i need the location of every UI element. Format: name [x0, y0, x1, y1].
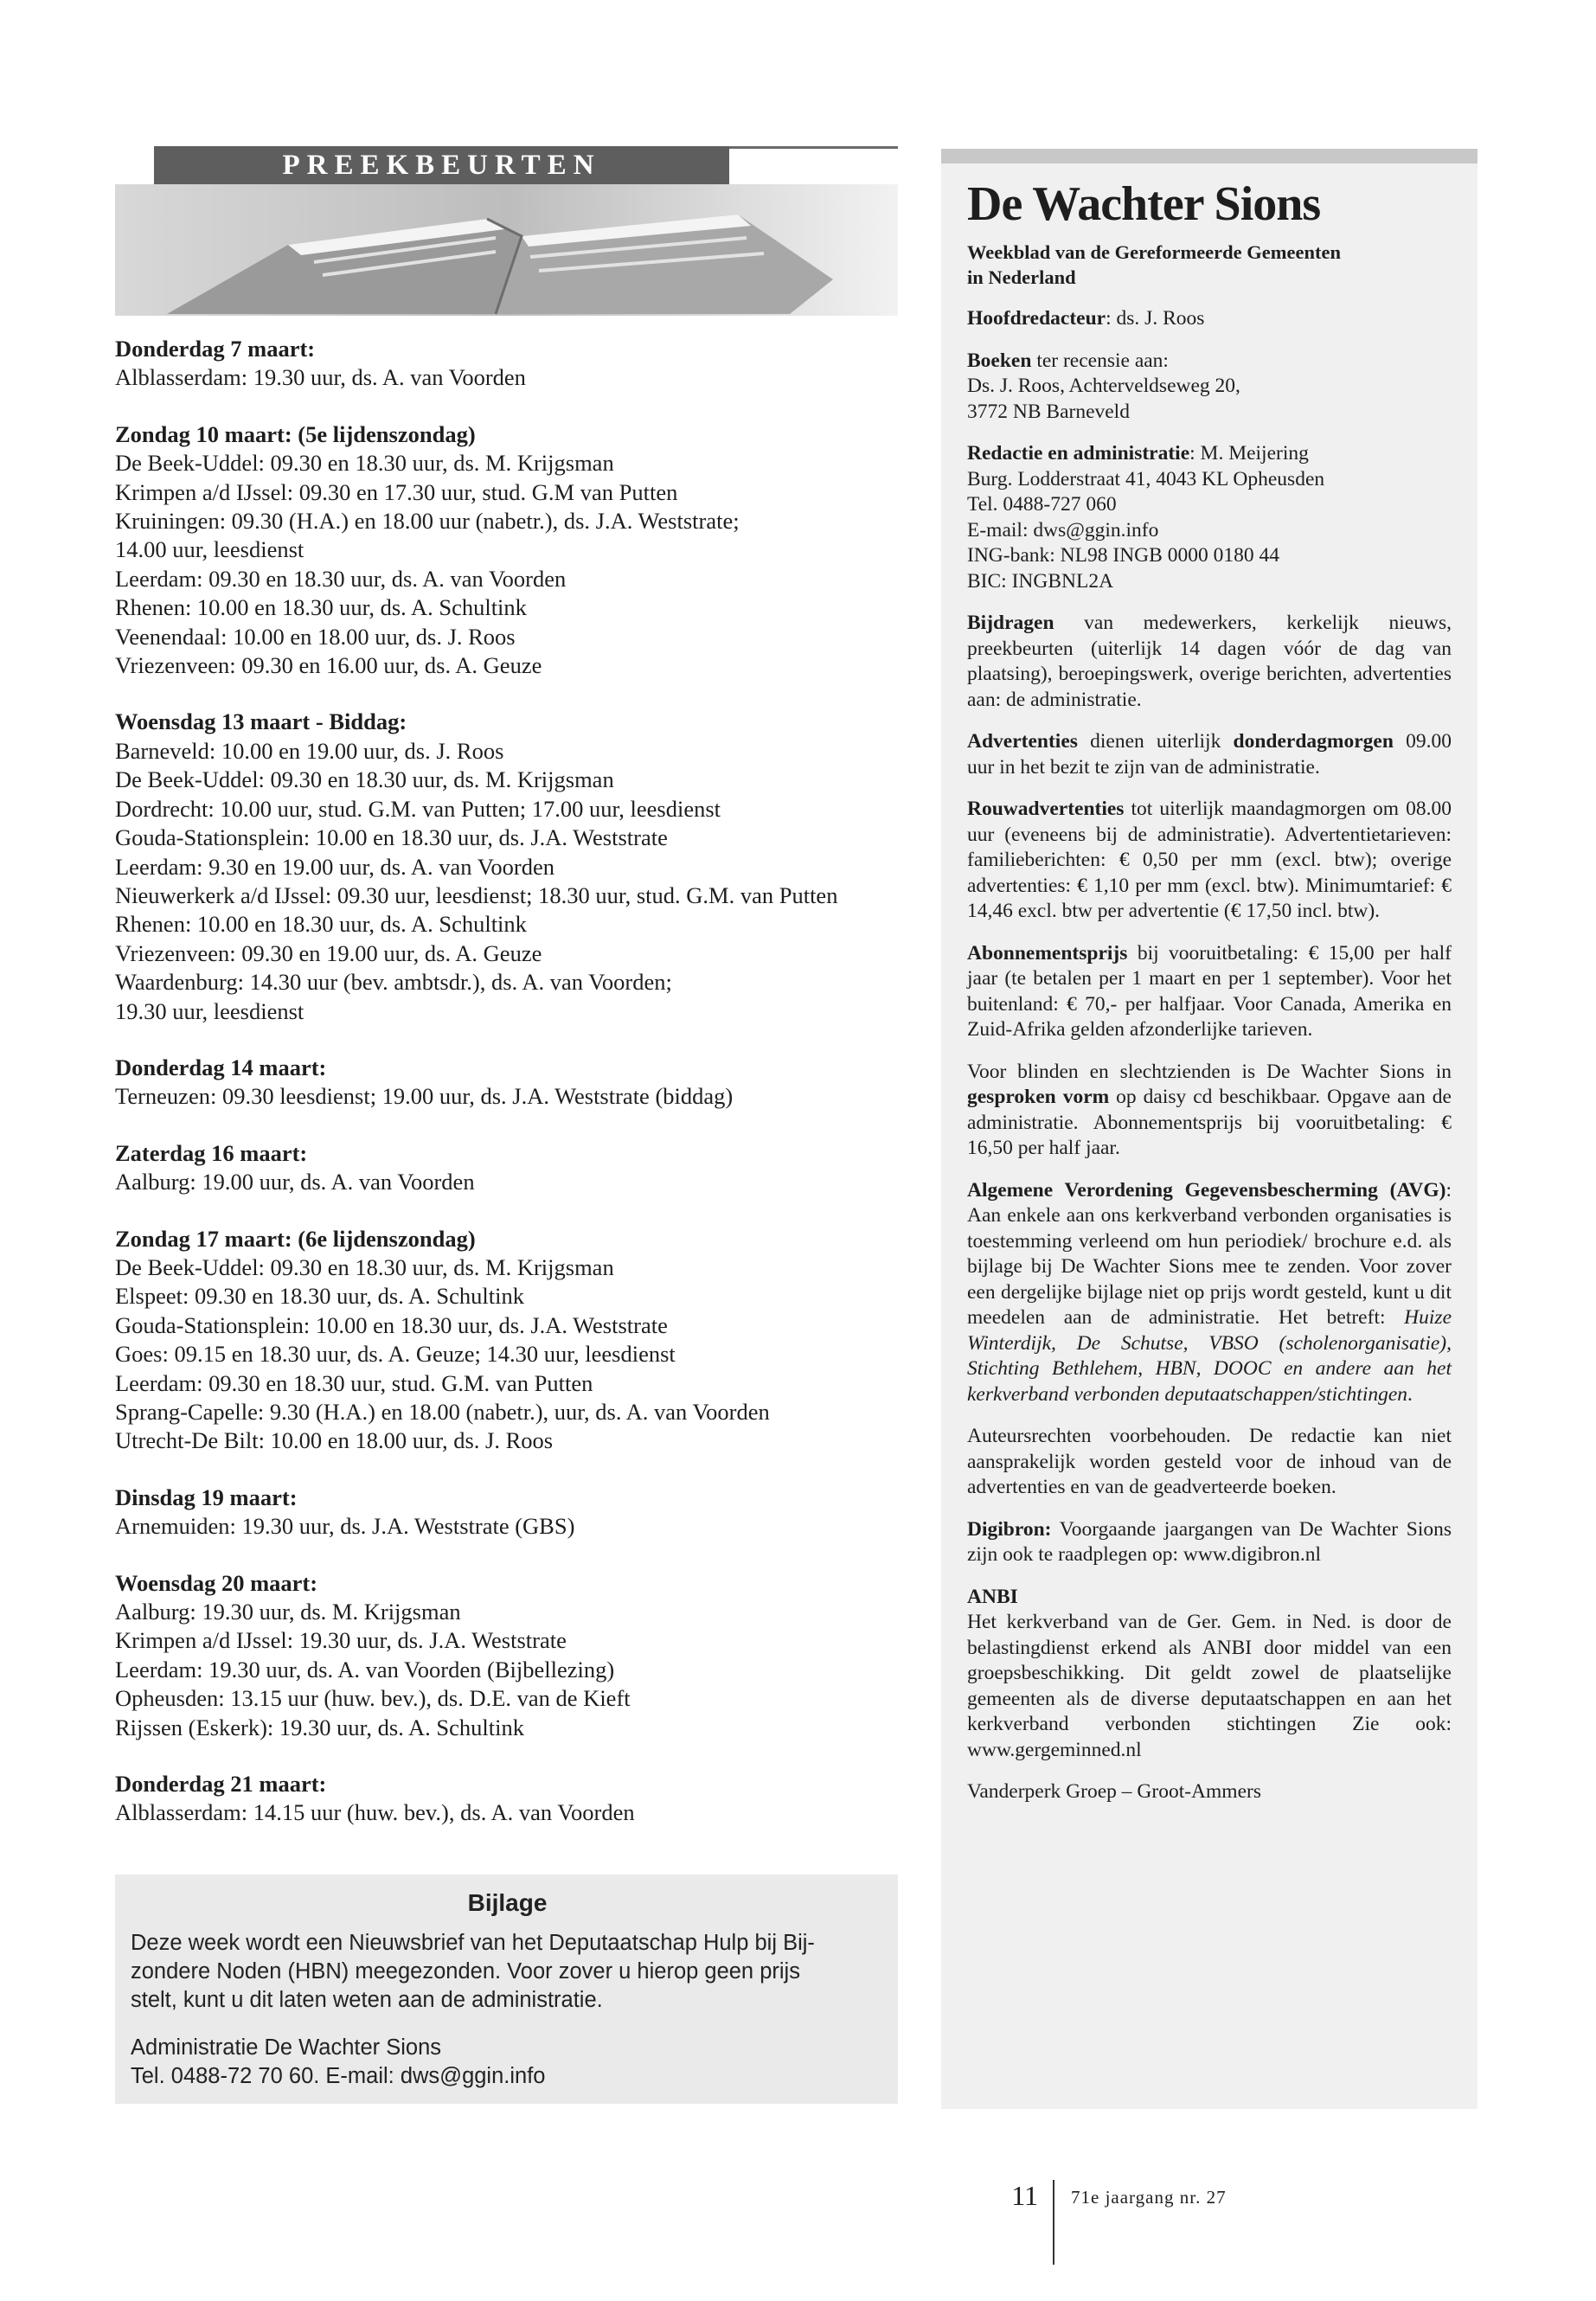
- section-title: PREEKBEURTEN: [154, 146, 729, 184]
- service-line: Utrecht-De Bilt: 10.00 en 18.00 uur, ds. J. Roos: [115, 1427, 554, 1454]
- service-line: Aalburg: 19.30 uur, ds. M. Krijgsman: [115, 1599, 461, 1625]
- service-line: Vriezenveen: 09.30 en 19.00 uur, ds. A. Geuze: [115, 939, 542, 966]
- schedule-day: [115, 420, 898, 681]
- day-heading: Donderdag 21 maart:: [115, 1771, 327, 1798]
- rouwadvertenties: Rouwadvertenties tot uiterlijk maandagmorgen om 08.00 uur (eveneens bij de administratie). Advertentietarieven: familieberichten: € 0,50 per mm (excl. btw); overige advertenties: € 1,10 per mm (excl. btw). Minimumtarief: € 14,46 excl. btw per advertentie (€ 17,50 incl. btw).: [967, 798, 1452, 922]
- publication-title: De Wachter Sions: [967, 177, 1321, 231]
- service-line: Elspeet: 09.30 en 18.30 uur, ds. A. Schultink: [115, 1283, 524, 1310]
- anbi: ANBI Het kerkverband van de Ger. Gem. in Ned. is door de belastingdienst erkend als ANBI door middel van een groepsbeschikking. Dit geldt zowel de plaatselijke gemeenten als de diverse deputaatschappen en aan het kerkverband verbonden stichtingen Zie ook: www.gergeminned.nl: [967, 1585, 1452, 1761]
- service-line: Nieuwerkerk a/d IJssel: 09.30 uur, leesdienst; 18.30 uur, stud. G.M. van Putten: [115, 881, 838, 908]
- bijdragen: Bijdragen van medewerkers, kerkelijk nieuws, preekbeurten (uiterlijk 14 dagen vóór de dag van plaatsing), beroepingswerk, overige berichten, advertenties aan: de administratie.: [967, 612, 1452, 711]
- service-line: Goes: 09.15 en 18.30 uur, ds. A. Geuze; 14.30 uur, leesdienst: [115, 1341, 676, 1368]
- schedule-day: [115, 708, 898, 1025]
- day-heading: Zondag 17 maart: (6e lijdenszondag): [115, 1225, 476, 1252]
- service-line: Gouda-Stationsplein: 10.00 en 18.30 uur, ds. J.A. Weststrate: [115, 824, 668, 851]
- schedule-day: [115, 1054, 898, 1112]
- colophon-column: [941, 149, 1477, 2109]
- service-line: Krimpen a/d IJssel: 09.30 en 17.30 uur, stud. G.M van Putten: [115, 478, 678, 505]
- open-book-illustration: [115, 184, 898, 316]
- service-line: Aalburg: 19.00 uur, ds. A. van Voorden: [115, 1169, 475, 1195]
- footer-rule: [1053, 2180, 1054, 2265]
- service-line: Gouda-Stationsplein: 10.00 en 18.30 uur, ds. J.A. Weststrate: [115, 1311, 668, 1338]
- bijlage-line: Deze week wordt een Nieuwsbrief van het Deputaatschap Hulp bij Bij-: [131, 1931, 815, 1955]
- schedule-day: [115, 1770, 898, 1828]
- service-line: Sprang-Capelle: 9.30 (H.A.) en 18.00 (nabetr.), uur, ds. A. van Voorden: [115, 1399, 770, 1425]
- schedule-list: [115, 335, 898, 1828]
- day-heading: Zondag 10 maart: (5e lijdenszondag): [115, 420, 476, 447]
- service-line: Leerdam: 9.30 en 19.00 uur, ds. A. van Voorden: [115, 853, 555, 880]
- page-number: 11: [1011, 2180, 1038, 2211]
- service-line: Opheusden: 13.15 uur (huw. bev.), ds. D.E. van de Kieft: [115, 1685, 631, 1712]
- auteursrechten: Auteursrechten voorbehouden. De redactie kan niet aansprakelijk worden gesteld voor de inhoud van de advertenties en van de geadverteerde boeken.: [967, 1425, 1452, 1498]
- day-heading: Donderdag 14 maart:: [115, 1054, 327, 1080]
- day-heading: Woensdag 20 maart:: [115, 1569, 318, 1596]
- service-line: Krimpen a/d IJssel: 19.30 uur, ds. J.A. Weststrate: [115, 1627, 567, 1654]
- service-line: Waardenburg: 14.30 uur (bev. ambtsdr.), ds. A. van Voorden;: [115, 969, 672, 996]
- schedule-day: [115, 1139, 898, 1197]
- bijlage-box: [115, 1875, 898, 2104]
- bijlage-signature: Administratie De Wachter Sions: [131, 2035, 442, 2060]
- schedule-day: [115, 1569, 898, 1742]
- bijlage-line: zondere Noden (HBN) meegezonden. Voor zover u hierop geen prijs: [131, 1959, 800, 1984]
- day-heading: Zaterdag 16 maart:: [115, 1139, 308, 1166]
- service-line: 19.30 uur, leesdienst: [115, 997, 304, 1024]
- service-line: Rhenen: 10.00 en 18.30 uur, ds. A. Schultink: [115, 594, 527, 621]
- advertenties: Advertenties dienen uiterlijk donderdagmorgen 09.00 uur in het bezit te zijn van de administratie.: [967, 730, 1452, 779]
- service-line: Arnemuiden: 19.30 uur, ds. J.A. Weststrate (GBS): [115, 1513, 575, 1540]
- hoofdredacteur: Hoofdredacteur: ds. J. Roos: [967, 307, 1205, 330]
- day-heading: Woensdag 13 maart - Biddag:: [115, 708, 407, 735]
- avg-notice: Algemene Verordening Gegevensbescherming (AVG): Aan enkele aan ons kerkverband verbonden organisaties is toestemming verleend om hun periodiek/ brochure e.d. als bijlage bij De Wachter Sions mee te zenden. Voor zover een dergelijke bijlage niet op prijs wordt gesteld, kunt u dit meedelen aan de administratie. Het betreft: Huize Winterdijk, De Schutse, VBSO (scholenorganisatie), Stichting Bethlehem, HBN, DOOC en andere aan het kerkverband verbonden deputaatschappen/stichtingen.: [967, 1178, 1452, 1406]
- abonnementsprijs: Abonnementsprijs bij vooruitbetaling: € 15,00 per half jaar (te betalen per 1 maart en per 1 september). Voor het buitenland: € 70,- per halfjaar. Voor Canada, Amerika en Zuid-Afrika gelden afzonderlijke tarieven.: [967, 941, 1452, 1041]
- day-heading: Dinsdag 19 maart:: [115, 1484, 298, 1510]
- redactie: Redactie en administratie: M. Meijering Burg. Lodderstraat 41, 4043 KL Opheusden Tel. 0488-727 060 E-mail: dws@ggin.info ING-bank: NL98 INGB 0000 0180 44 BIC: INGBNL2A: [967, 442, 1325, 593]
- boeken: Boeken ter recensie aan: Ds. J. Roos, Achterveldseweg 20, 3772 NB Barneveld: [967, 349, 1240, 423]
- service-line: Rijssen (Eskerk): 19.30 uur, ds. A. Schultink: [115, 1714, 524, 1740]
- service-line: Rhenen: 10.00 en 18.30 uur, ds. A. Schultink: [115, 911, 527, 938]
- colophon-topbar: [941, 149, 1477, 163]
- service-line: De Beek-Uddel: 09.30 en 18.30 uur, ds. M. Krijgsman: [115, 766, 614, 793]
- schedule-day: [115, 1484, 898, 1541]
- service-line: Alblasserdam: 14.15 uur (huw. bev.), ds. A. van Voorden: [115, 1799, 635, 1826]
- service-line: Alblasserdam: 19.30 uur, ds. A. van Voorden: [115, 364, 526, 391]
- blinden-info: Voor blinden en slechtzienden is De Wachter Sions in gesproken vorm op daisy cd beschikbaar. Opgave aan de administratie. Abonnementsprijs bij vooruitbetaling: € 16,50 per half jaar.: [967, 1060, 1452, 1159]
- volume-info: 71e jaargang nr. 27: [1071, 2187, 1227, 2208]
- bijlage-contact: Tel. 0488-72 70 60. E-mail: dws@ggin.info: [131, 2064, 546, 2088]
- service-line: Leerdam: 19.30 uur, ds. A. van Voorden (Bijbellezing): [115, 1656, 615, 1682]
- service-line: 14.00 uur, leesdienst: [115, 536, 304, 563]
- service-line: Dordrecht: 10.00 uur, stud. G.M. van Putten; 17.00 uur, leesdienst: [115, 795, 721, 822]
- service-line: De Beek-Uddel: 09.30 en 18.30 uur, ds. M. Krijgsman: [115, 1253, 614, 1280]
- service-line: Terneuzen: 09.30 leesdienst; 19.00 uur, ds. J.A. Weststrate (biddag): [115, 1083, 734, 1110]
- bijlage-title: Bijlage: [467, 1889, 548, 1916]
- service-line: Vriezenveen: 09.30 en 16.00 uur, ds. A. Geuze: [115, 652, 542, 679]
- schedule-column: [115, 143, 898, 1828]
- bijlage-line: stelt, kunt u dit laten weten aan de administratie.: [131, 1988, 603, 2012]
- schedule-day: [115, 335, 898, 393]
- page-footer: [0, 2180, 1596, 2284]
- service-line: Barneveld: 10.00 en 19.00 uur, ds. J. Roos: [115, 737, 504, 764]
- service-line: De Beek-Uddel: 09.30 en 18.30 uur, ds. M. Krijgsman: [115, 450, 614, 477]
- digibron: Digibron: Voorgaande jaargangen van De Wachter Sions zijn ook te raadplegen op: www.digibron.nl: [967, 1517, 1452, 1566]
- service-line: Kruiningen: 09.30 (H.A.) en 18.00 uur (nabetr.), ds. J.A. Weststrate;: [115, 508, 740, 535]
- service-line: Leerdam: 09.30 en 18.30 uur, ds. A. van Voorden: [115, 565, 567, 592]
- schedule-day: [115, 1225, 898, 1456]
- publication-subtitle: Weekblad van de Gereformeerde Gemeenten in Nederland: [967, 241, 1341, 288]
- service-line: Leerdam: 09.30 en 18.30 uur, stud. G.M. van Putten: [115, 1369, 593, 1396]
- service-line: Veenendaal: 10.00 en 18.00 uur, ds. J. Roos: [115, 623, 516, 650]
- section-header: [115, 143, 898, 316]
- printer: Vanderperk Groep – Groot-Ammers: [967, 1780, 1261, 1803]
- day-heading: Donderdag 7 maart:: [115, 336, 316, 362]
